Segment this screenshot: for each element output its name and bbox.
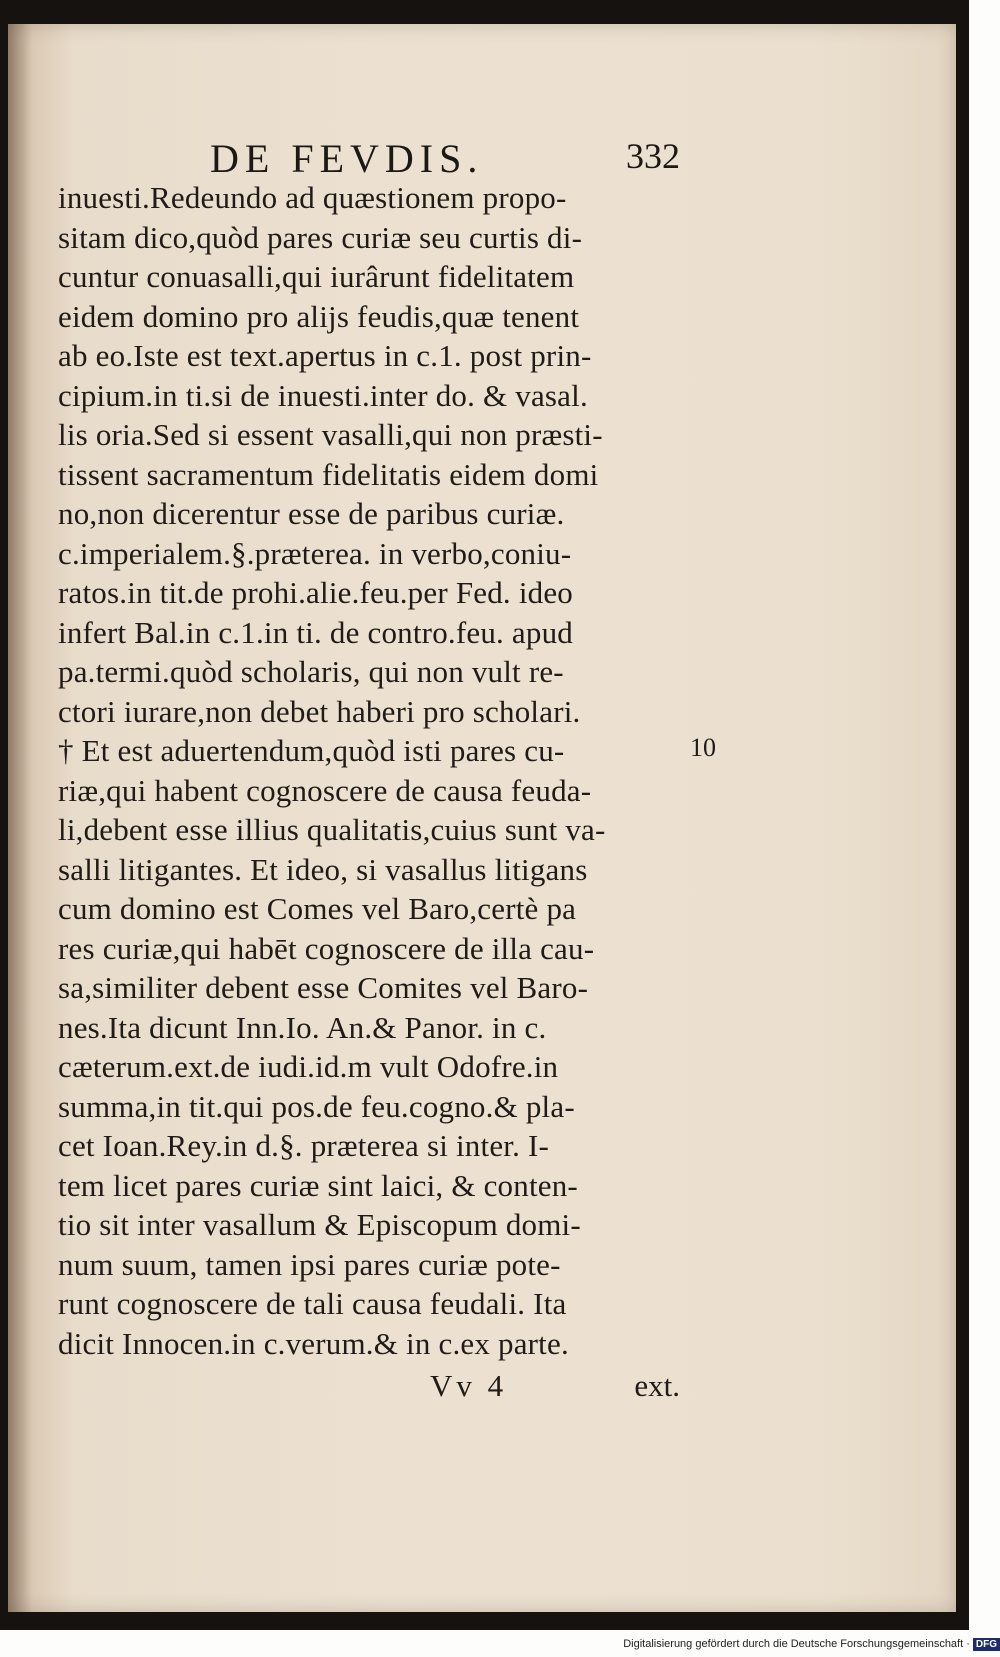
text-line: no,non dicerentur esse de paribus curiæ. [58, 496, 565, 531]
text-line: riæ,qui habent cognoscere de causa feuda- [58, 772, 592, 808]
text-line: cum domino est Comes vel Baro,certè pa [58, 891, 577, 926]
page-number: 332 [626, 136, 680, 176]
text-line: c.imperialem.§.præterea. in verbo,coniu- [58, 535, 572, 571]
catchword: ext. [634, 1368, 680, 1403]
text-line: sitam dico,quòd pares curiæ seu curtis di- [58, 219, 583, 255]
text-line: inuesti.Redeundo ad quæstionem propo- [58, 180, 567, 215]
catchline [430, 1368, 680, 1412]
text-line: nes.Ita dicunt Inn.Io. An.& Panor. in c. [58, 1009, 547, 1045]
signature-mark: Vv 4 [430, 1368, 508, 1403]
text-line: res curiæ,qui habēt cognoscere de illa cau- [58, 930, 595, 966]
text-line: cet Ioan.Rey.in d.§. præterea si inter. I- [58, 1128, 550, 1163]
text-line: tio sit inter vasallum & Episcopum domi- [58, 1207, 581, 1242]
text-line: pa.termi.quòd scholaris, qui non vult re- [58, 654, 564, 689]
text-line: num suum, tamen ipsi pares curiæ pote- [58, 1246, 561, 1282]
text-line: tissent sacramentum fidelitatis eidem domi [58, 456, 599, 492]
footer-credit: Digitalisierung gefördert durch die Deutsche Forschungsgemeinschaft · [623, 1638, 970, 1650]
digitization-footer [600, 1638, 1000, 1657]
margin-note: 10 [690, 733, 716, 762]
text-line: tem licet pares curiæ sint laici, & conten- [58, 1167, 578, 1203]
text-line: infert Bal.in c.1.in ti. de contro.feu. apud [58, 614, 573, 650]
text-line: dicit Innocen.in c.verum.& in c.ex parte. [58, 1325, 569, 1361]
text-line: sa,similiter debent esse Comites vel Baro- [58, 970, 589, 1005]
running-title: DE FEVDIS. [210, 136, 484, 181]
text-line: † Et est aduertendum,quòd isti pares cu- [58, 733, 565, 768]
text-line: cipium.in ti.si de inuesti.inter do. & vasal. [58, 377, 588, 413]
text-line: ctori iurare,non debet haberi pro scholari. [58, 693, 581, 729]
text-line: lis oria.Sed si essent vasalli,qui non præsti- [58, 417, 603, 452]
text-line: ab eo.Iste est text.apertus in c.1. post prin- [58, 338, 592, 373]
text-line: summa,in tit.qui pos.de feu.cogno.& pla- [58, 1088, 575, 1124]
text-line: salli litigantes. Et ideo, si vasallus litigans [58, 851, 588, 887]
text-line: cæterum.ext.de iudi.id.m vult Odofre.in [58, 1049, 559, 1084]
dfg-logo: DFG [973, 1638, 1000, 1651]
gutter-shadow [8, 24, 32, 1612]
text-line: li,debent esse illius qualitatis,cuius sunt va- [58, 812, 606, 847]
text-line: runt cognoscere de tali causa feudali. Ita [58, 1286, 567, 1321]
body-text [58, 178, 678, 1363]
text-line: ratos.in tit.de prohi.alie.feu.per Fed. ideo [58, 575, 573, 610]
text-line: eidem domino pro alijs feudis,quæ tenent [58, 298, 580, 334]
text-line: cuntur conuasalli,qui iurârunt fidelitatem [58, 259, 575, 294]
